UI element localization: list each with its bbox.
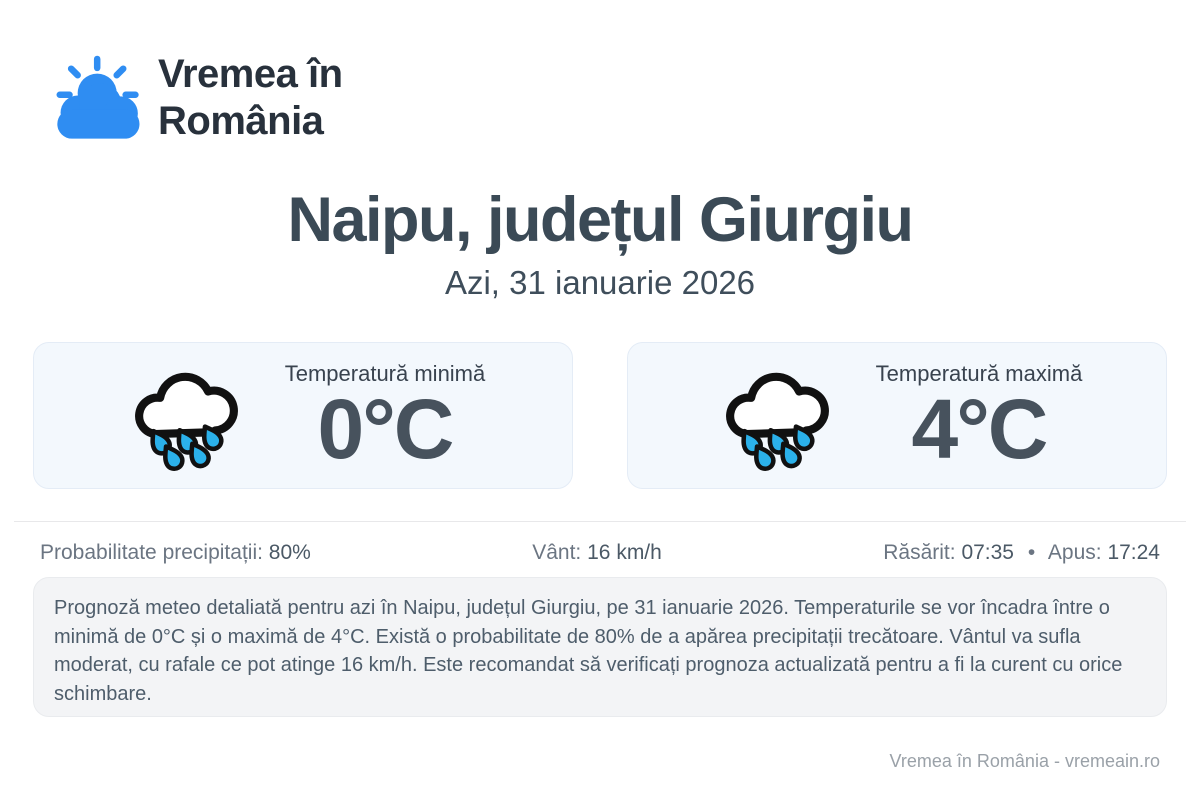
sun-cloud-icon: [50, 48, 146, 148]
site-name-line2: România: [158, 99, 324, 143]
wind-label: Vânt:: [532, 541, 582, 564]
precipitation-stat: [40, 541, 311, 565]
temperature-cards: [33, 342, 1167, 489]
rain-cloud-icon: [121, 358, 241, 473]
date-subtitle: Azi, 31 ianuarie 2026: [444, 264, 756, 301]
sunrise-label: Răsărit:: [883, 541, 956, 564]
site-name: [158, 51, 343, 145]
min-temperature-label: Temperatură minimă: [284, 360, 486, 386]
max-temperature-label: Temperatură maximă: [875, 360, 1083, 386]
min-temperature-text: [284, 360, 486, 476]
max-temperature-value: 4°C: [911, 381, 1047, 476]
max-temperature-text: [875, 360, 1083, 476]
site-logo: [50, 48, 343, 148]
wind-stat: [532, 541, 662, 565]
site-name-line1: Vremea în: [158, 52, 343, 96]
page-title: Naipu, județul Giurgiu: [287, 185, 913, 255]
sunset-value: 17:24: [1107, 541, 1160, 564]
footer-credit: Vremea în România - vremeain.ro: [889, 751, 1160, 771]
min-temperature-value: 0°C: [317, 381, 453, 476]
wind-value: 16 km/h: [587, 541, 662, 564]
rain-cloud-icon: [712, 358, 832, 473]
sunrise-value: 07:35: [961, 541, 1014, 564]
divider: [14, 521, 1186, 522]
precipitation-value: 80%: [268, 541, 311, 564]
stats-row: [40, 541, 1160, 565]
sunset-label: Apus:: [1047, 541, 1102, 564]
sun-times-stat: [883, 541, 1160, 565]
precipitation-label: Probabilitate precipitații:: [40, 541, 263, 564]
max-temperature-card: [627, 342, 1167, 489]
min-temperature-card: [33, 342, 573, 489]
forecast-description: Prognoză meteo detaliată pentru azi în Naipu, județul Giurgiu, pe 31 ianuarie 2026. Temperaturile se vor încadra între o minimă de 0°C și o maximă de 4°C. Există o probabilitate de 80% de a apărea precipitații trecătoare. Vântul va sufla moderat, cu rafale ce pot atinge 16 km/h. Este recomandat să verificați prognoza actualizată pentru a fi la curent cu orice schimbare.: [33, 577, 1167, 717]
separator-dot: •: [1027, 541, 1036, 564]
